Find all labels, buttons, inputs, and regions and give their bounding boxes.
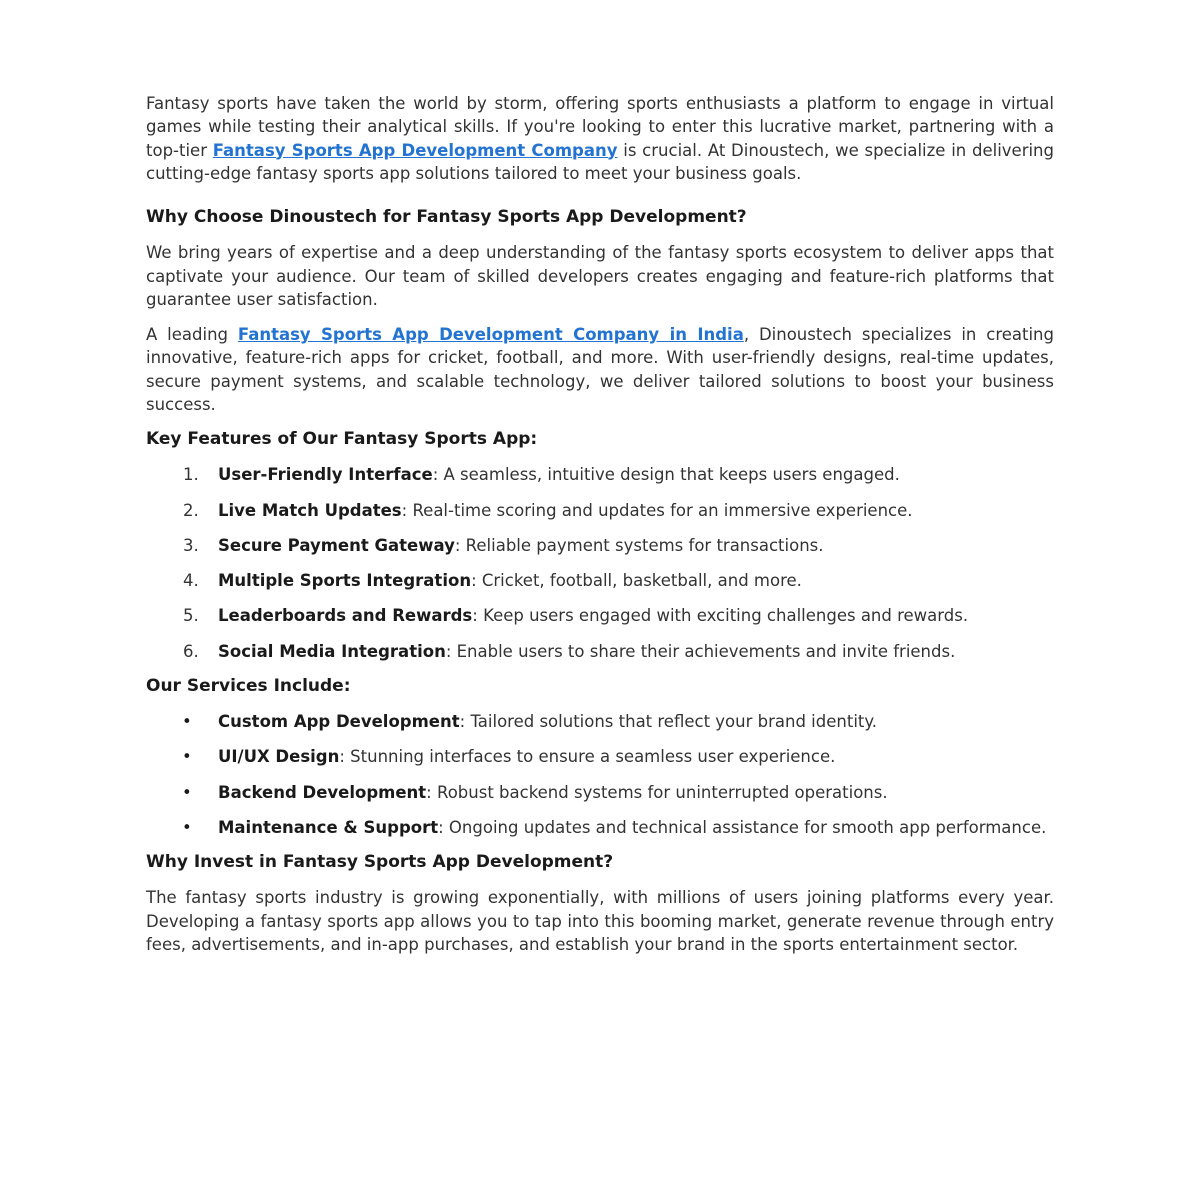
feature-desc: : Real-time scoring and updates for an immersive experience. [401,500,913,520]
service-item [146,781,1054,804]
heading-key-features: Key Features of Our Fantasy Sports App: [146,429,538,449]
feature-desc: : Keep users engaged with exciting challenges and rewards. [472,606,969,626]
heading-why-choose: Why Choose Dinoustech for Fantasy Sports App Development? [146,207,747,227]
intro-text-before-link: Fantasy sports have taken the world by storm, offering sports enthusiasts a platform to engage in virtual games while testing their analytical skills. If you're looking to enter this lucrative market, partnering with a top-tier [146,94,1054,160]
services-list [146,710,1054,839]
feature-title: Live Match Updates [218,500,402,520]
list-number-marker: 3. [183,535,199,555]
intro-text-after-link: is crucial. At Dinoustech, we specialize in delivering cutting-edge fantasy sports app solutions tailored to meet your business goals. [146,140,1054,183]
bullet-icon: • [182,712,192,731]
service-desc: : Stunning interfaces to ensure a seamless user experience. [339,747,836,767]
service-item [146,710,1054,733]
fantasy-sports-company-in-india-link[interactable]: Fantasy Sports App Development Company in India [237,325,744,344]
leading-paragraph [146,323,1054,416]
feature-title: Social Media Integration [218,641,446,661]
feature-item [146,569,1054,592]
list-number-marker: 6. [183,641,199,661]
feature-desc: : A seamless, intuitive design that keeps users engaged. [432,465,900,485]
service-title: Maintenance & Support [218,817,439,837]
list-number-marker: 2. [183,500,199,520]
feature-desc: : Enable users to share their achievements and invite friends. [445,641,956,661]
list-number-marker: 4. [183,571,199,590]
list-number-marker: 5. [183,606,199,626]
feature-item [146,604,1054,627]
feature-title: User-Friendly Interface [218,465,433,485]
fantasy-sports-app-development-company-link[interactable]: Fantasy Sports App Development Company [212,140,618,160]
leading-text-after-link: , Dinoustech specializes in creating innovative, feature-rich apps for cricket, football, and more. With user-friendly designs, real-time updates, secure payment systems, and scalable technology, we deliver tailored solutions to boost your business success. [146,325,1054,414]
industry-paragraph: The fantasy sports industry is growing exponentially, with millions of users joining platforms every year. Developing a fantasy sports app allows you to tap into this booming market, generate revenue through entry fees, advertisements, and in-app purchases, and establish your brand in the sports entertainment sector. [146,888,1054,954]
feature-item [146,499,1054,522]
feature-item [146,534,1054,557]
service-desc: : Robust backend systems for uninterrupted operations. [426,782,888,802]
service-desc: : Tailored solutions that reflect your brand identity. [459,712,878,731]
feature-desc: : Reliable payment systems for transactions. [454,535,824,555]
feature-title: Secure Payment Gateway [218,535,455,555]
features-list [146,463,1054,663]
bullet-icon: • [182,817,192,837]
list-number-marker: 1. [183,465,199,485]
expertise-paragraph: We bring years of expertise and a deep understanding of the fantasy sports ecosystem to deliver apps that captivate your audience. Our team of skilled developers creates engaging and feature-rich platforms that guarantee user satisfaction. [146,243,1054,309]
feature-item [146,640,1054,663]
service-title: Custom App Development [218,712,460,731]
heading-services: Our Services Include: [146,675,351,696]
service-title: Backend Development [218,782,427,802]
heading-why-invest: Why Invest in Fantasy Sports App Development? [146,852,614,872]
service-item [146,745,1054,768]
service-title: UI/UX Design [218,747,340,767]
feature-desc: : Cricket, football, basketball, and more. [471,571,802,590]
bullet-icon: • [182,782,192,802]
service-desc: : Ongoing updates and technical assistance for smooth app performance. [438,817,1047,837]
bullet-icon: • [182,747,192,767]
intro-paragraph [146,92,1054,185]
leading-text-before-link: A leading [146,325,238,344]
feature-title: Multiple Sports Integration [218,571,472,590]
feature-title: Leaderboards and Rewards [218,606,473,626]
service-item [146,816,1054,839]
feature-item [146,463,1054,486]
